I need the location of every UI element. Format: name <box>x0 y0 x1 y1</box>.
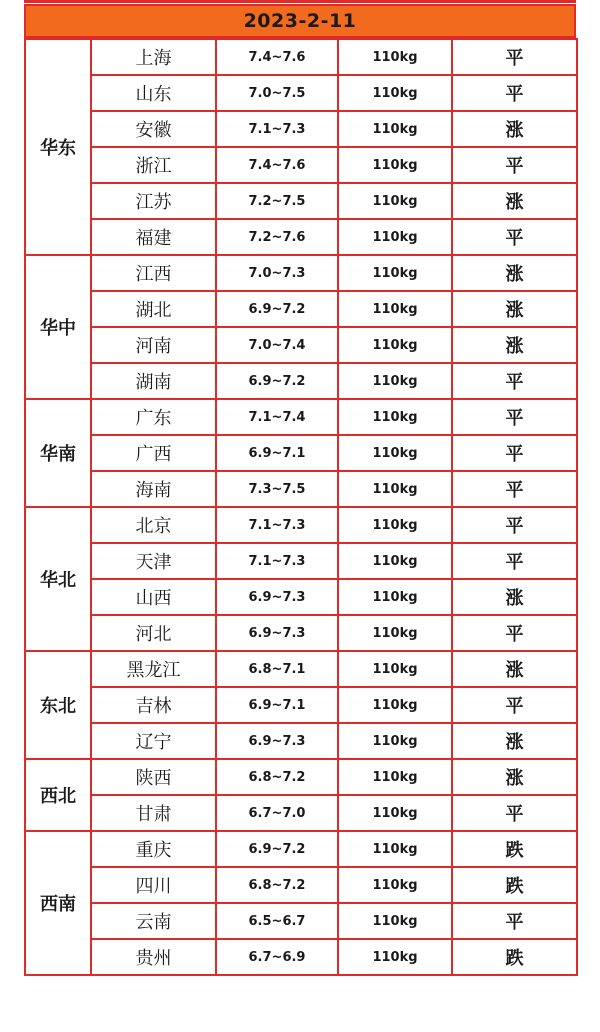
price-range-cell: 7.2~7.6 <box>216 219 338 255</box>
table-row <box>25 291 577 327</box>
province-cell: 山东 <box>91 75 216 111</box>
price-range-cell: 6.9~7.3 <box>216 615 338 651</box>
price-range-cell: 7.3~7.5 <box>216 471 338 507</box>
province-cell: 甘肃 <box>91 795 216 831</box>
weight-cell: 110kg <box>338 291 452 327</box>
trend-cell: 涨 <box>452 183 577 219</box>
table-row <box>25 795 577 831</box>
weight-cell: 110kg <box>338 723 452 759</box>
price-range-cell: 6.8~7.2 <box>216 867 338 903</box>
price-range-cell: 6.5~6.7 <box>216 903 338 939</box>
price-range-cell: 7.1~7.3 <box>216 507 338 543</box>
price-range-cell: 6.7~6.9 <box>216 939 338 975</box>
trend-cell: 平 <box>452 615 577 651</box>
weight-cell: 110kg <box>338 543 452 579</box>
trend-cell: 平 <box>452 687 577 723</box>
price-range-cell: 6.9~7.1 <box>216 687 338 723</box>
weight-cell: 110kg <box>338 651 452 687</box>
province-cell: 江西 <box>91 255 216 291</box>
weight-cell: 110kg <box>338 363 452 399</box>
weight-cell: 110kg <box>338 219 452 255</box>
weight-cell: 110kg <box>338 795 452 831</box>
trend-cell: 平 <box>452 543 577 579</box>
trend-cell: 涨 <box>452 579 577 615</box>
top-border <box>24 0 576 3</box>
province-cell: 辽宁 <box>91 723 216 759</box>
region-cell: 东北 <box>25 651 91 759</box>
province-cell: 浙江 <box>91 147 216 183</box>
province-cell: 北京 <box>91 507 216 543</box>
trend-cell: 跌 <box>452 867 577 903</box>
region-cell: 西南 <box>25 831 91 975</box>
table-row <box>25 903 577 939</box>
province-cell: 海南 <box>91 471 216 507</box>
date-label: 2023-2-11 <box>243 10 357 32</box>
province-cell: 广西 <box>91 435 216 471</box>
trend-cell: 平 <box>452 39 577 75</box>
price-range-cell: 7.1~7.3 <box>216 111 338 147</box>
table-row <box>25 579 577 615</box>
province-cell: 山西 <box>91 579 216 615</box>
weight-cell: 110kg <box>338 903 452 939</box>
trend-cell: 涨 <box>452 759 577 795</box>
trend-cell: 平 <box>452 903 577 939</box>
region-cell: 西北 <box>25 759 91 831</box>
table-row <box>25 651 577 687</box>
price-range-cell: 7.1~7.3 <box>216 543 338 579</box>
trend-cell: 涨 <box>452 255 577 291</box>
trend-cell: 跌 <box>452 939 577 975</box>
price-range-cell: 6.9~7.3 <box>216 579 338 615</box>
province-cell: 吉林 <box>91 687 216 723</box>
table-row <box>25 399 577 435</box>
table-row <box>25 435 577 471</box>
province-cell: 河北 <box>91 615 216 651</box>
trend-cell: 平 <box>452 795 577 831</box>
table-row <box>25 327 577 363</box>
region-cell: 华东 <box>25 39 91 255</box>
trend-cell: 涨 <box>452 291 577 327</box>
table-row <box>25 687 577 723</box>
trend-cell: 平 <box>452 507 577 543</box>
table-row <box>25 543 577 579</box>
trend-cell: 平 <box>452 363 577 399</box>
table-body <box>25 39 577 975</box>
province-cell: 河南 <box>91 327 216 363</box>
province-cell: 云南 <box>91 903 216 939</box>
trend-cell: 平 <box>452 399 577 435</box>
price-range-cell: 7.0~7.3 <box>216 255 338 291</box>
region-cell: 华北 <box>25 507 91 651</box>
trend-cell: 平 <box>452 75 577 111</box>
trend-cell: 跌 <box>452 831 577 867</box>
weight-cell: 110kg <box>338 111 452 147</box>
price-range-cell: 6.9~7.3 <box>216 723 338 759</box>
table-row <box>25 75 577 111</box>
weight-cell: 110kg <box>338 831 452 867</box>
price-range-cell: 7.4~7.6 <box>216 147 338 183</box>
trend-cell: 平 <box>452 219 577 255</box>
weight-cell: 110kg <box>338 39 452 75</box>
province-cell: 安徽 <box>91 111 216 147</box>
table-row <box>25 831 577 867</box>
table-row <box>25 39 577 75</box>
weight-cell: 110kg <box>338 939 452 975</box>
province-cell: 上海 <box>91 39 216 75</box>
trend-cell: 涨 <box>452 111 577 147</box>
trend-cell: 平 <box>452 471 577 507</box>
table-row <box>25 363 577 399</box>
province-cell: 黑龙江 <box>91 651 216 687</box>
province-cell: 四川 <box>91 867 216 903</box>
pig-price-table <box>24 38 578 976</box>
weight-cell: 110kg <box>338 471 452 507</box>
weight-cell: 110kg <box>338 507 452 543</box>
price-range-cell: 6.8~7.1 <box>216 651 338 687</box>
weight-cell: 110kg <box>338 867 452 903</box>
price-range-cell: 7.0~7.5 <box>216 75 338 111</box>
price-range-cell: 6.7~7.0 <box>216 795 338 831</box>
weight-cell: 110kg <box>338 327 452 363</box>
weight-cell: 110kg <box>338 759 452 795</box>
weight-cell: 110kg <box>338 579 452 615</box>
table-row <box>25 471 577 507</box>
price-range-cell: 7.0~7.4 <box>216 327 338 363</box>
table-row <box>25 759 577 795</box>
weight-cell: 110kg <box>338 255 452 291</box>
region-cell: 华中 <box>25 255 91 399</box>
price-range-cell: 6.9~7.2 <box>216 363 338 399</box>
price-range-cell: 6.9~7.2 <box>216 831 338 867</box>
weight-cell: 110kg <box>338 147 452 183</box>
date-header <box>24 4 576 38</box>
trend-cell: 涨 <box>452 651 577 687</box>
price-range-cell: 6.8~7.2 <box>216 759 338 795</box>
trend-cell: 平 <box>452 435 577 471</box>
weight-cell: 110kg <box>338 435 452 471</box>
table-row <box>25 219 577 255</box>
table-row <box>25 147 577 183</box>
province-cell: 天津 <box>91 543 216 579</box>
weight-cell: 110kg <box>338 183 452 219</box>
weight-cell: 110kg <box>338 399 452 435</box>
trend-cell: 平 <box>452 147 577 183</box>
table-row <box>25 183 577 219</box>
price-range-cell: 7.1~7.4 <box>216 399 338 435</box>
weight-cell: 110kg <box>338 615 452 651</box>
price-range-cell: 7.4~7.6 <box>216 39 338 75</box>
province-cell: 湖北 <box>91 291 216 327</box>
province-cell: 陕西 <box>91 759 216 795</box>
table-row <box>25 867 577 903</box>
table-row <box>25 615 577 651</box>
weight-cell: 110kg <box>338 687 452 723</box>
price-range-cell: 7.2~7.5 <box>216 183 338 219</box>
table-row <box>25 723 577 759</box>
table-row <box>25 507 577 543</box>
province-cell: 江苏 <box>91 183 216 219</box>
province-cell: 贵州 <box>91 939 216 975</box>
province-cell: 湖南 <box>91 363 216 399</box>
price-range-cell: 6.9~7.1 <box>216 435 338 471</box>
weight-cell: 110kg <box>338 75 452 111</box>
table-row <box>25 255 577 291</box>
table-row <box>25 111 577 147</box>
region-cell: 华南 <box>25 399 91 507</box>
province-cell: 重庆 <box>91 831 216 867</box>
province-cell: 福建 <box>91 219 216 255</box>
province-cell: 广东 <box>91 399 216 435</box>
price-range-cell: 6.9~7.2 <box>216 291 338 327</box>
table-row <box>25 939 577 975</box>
trend-cell: 涨 <box>452 327 577 363</box>
trend-cell: 涨 <box>452 723 577 759</box>
